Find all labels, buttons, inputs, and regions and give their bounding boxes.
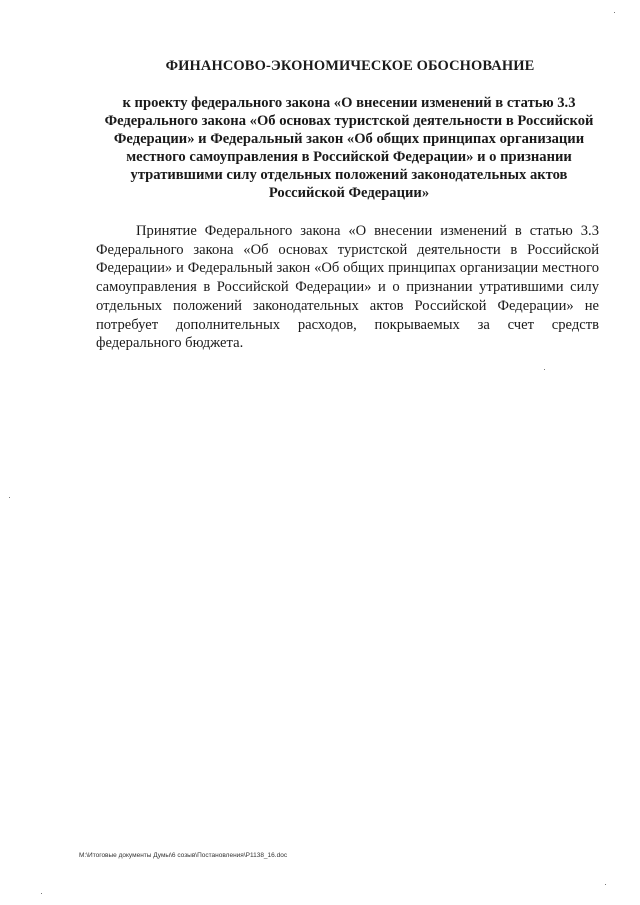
scan-speck <box>605 884 606 885</box>
document-file-path: M:\Итоговые документы Думы\6 созыв\Постановления\P1138_16.doc <box>79 852 288 859</box>
scan-speck <box>41 893 42 894</box>
document-body-paragraph: Принятие Федерального закона «О внесении изменений в статью 3.3 Федерального закона «Об основах туристской деятельности в Российской Федерации» и Федеральный закон «Об общих принципах организации местного самоуправления в Российской Федерации» и о признании утратившими силу отдельных положений законодательных актов Российской Федерации» не потребует дополнительных расходов, покрываемых за счет средств федерального бюджета. <box>96 223 599 352</box>
scan-speck <box>614 12 615 13</box>
document-heading: ФИНАНСОВО-ЭКОНОМИЧЕСКОЕ ОБОСНОВАНИЕ <box>165 58 535 74</box>
document-subheading: к проекту федерального закона «О внесении изменений в статью 3.3 Федерального закона «Об основах туристской деятельности в Российской Федерации» и Федеральный закон «Об общих принципах организации местного самоуправления в Российской Федерации» и о признании утратившими силу отдельных положений законодательных актов Российской Федерации» <box>104 95 594 201</box>
scan-speck <box>9 497 10 498</box>
scan-speck <box>544 369 545 370</box>
